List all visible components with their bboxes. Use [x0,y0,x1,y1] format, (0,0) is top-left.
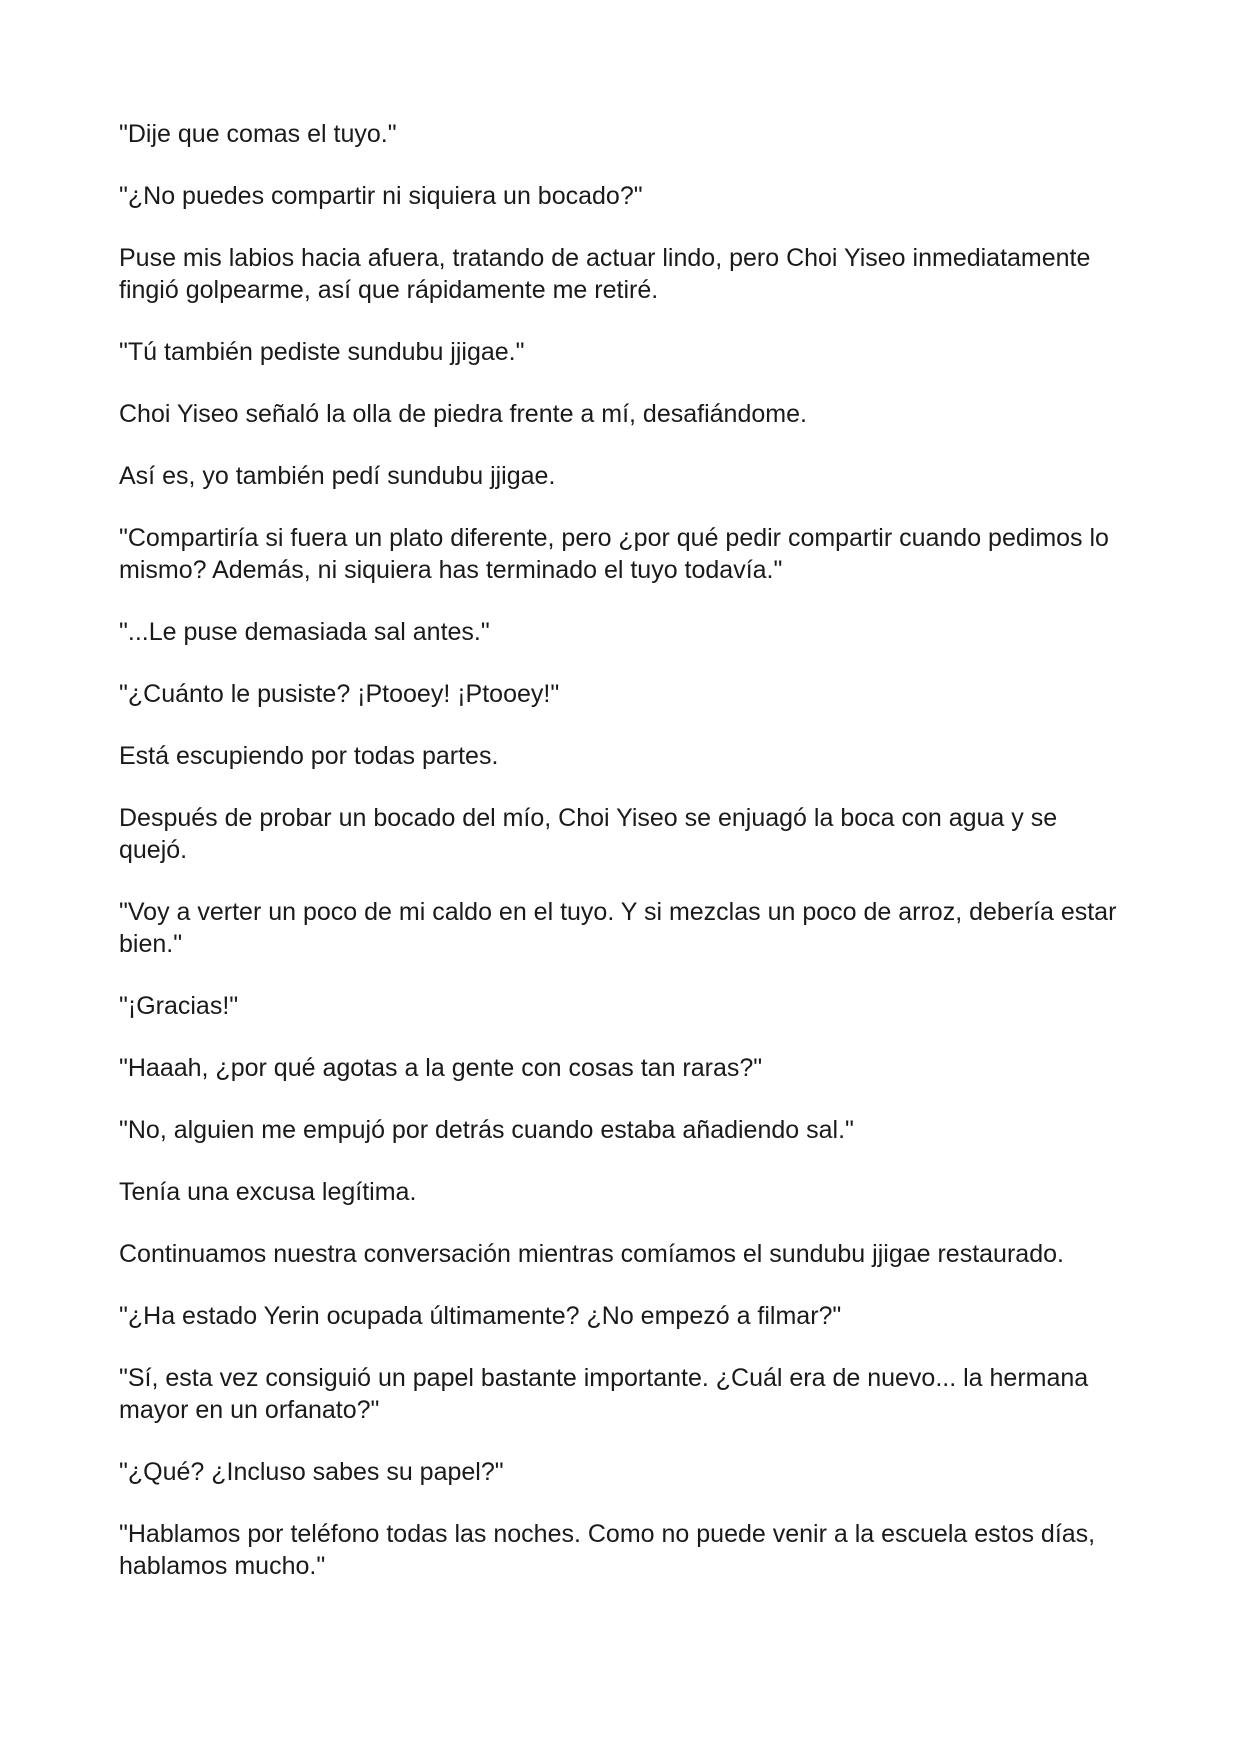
paragraph: Continuamos nuestra conversación mientras comíamos el sundubu jjigae restaurado. [119,1240,1064,1268]
paragraph: "Voy a verter un poco de mi caldo en el tuyo. Y si mezclas un poco de arroz, debería estar bien." [119,898,1117,958]
paragraph: "Hablamos por teléfono todas las noches. Como no puede venir a la escuela estos días, hablamos mucho." [119,1520,1096,1580]
paragraph: Así es, yo también pedí sundubu jjigae. [119,462,556,490]
paragraph: "Compartiría si fuera un plato diferente, pero ¿por qué pedir compartir cuando pedimos lo mismo? Además, ni siquiera has terminado el tuyo todavía." [119,524,1109,584]
paragraph: Está escupiendo por todas partes. [119,742,499,770]
paragraph: "Haaah, ¿por qué agotas a la gente con cosas tan raras?" [119,1054,763,1082]
paragraph: "¡Gracias!" [119,992,239,1020]
paragraph: "...Le puse demasiada sal antes." [119,618,490,646]
paragraph: Después de probar un bocado del mío, Choi Yiseo se enjuagó la boca con agua y se quejó. [119,804,1058,864]
paragraph: "Tú también pediste sundubu jjigae." [119,338,525,366]
paragraph: "No, alguien me empujó por detrás cuando estaba añadiendo sal." [119,1116,854,1144]
paragraph: "¿Qué? ¿Incluso sabes su papel?" [119,1458,504,1486]
paragraph: "Sí, esta vez consiguió un papel bastante importante. ¿Cuál era de nuevo... la hermana mayor en un orfanato?" [119,1364,1089,1424]
paragraph: Tenía una excusa legítima. [119,1178,417,1206]
paragraph: "Dije que comas el tuyo." [119,120,397,148]
paragraph: "¿Ha estado Yerin ocupada últimamente? ¿No empezó a filmar?" [119,1302,842,1330]
paragraph: Choi Yiseo señaló la olla de piedra frente a mí, desafiándome. [119,400,807,428]
document-body [119,118,1129,1612]
paragraph: Puse mis labios hacia afuera, tratando de actuar lindo, pero Choi Yiseo inmediatamente fingió golpearme, así que rápidamente me retiré. [119,244,1091,304]
paragraph: "¿No puedes compartir ni siquiera un bocado?" [119,182,643,210]
paragraph: "¿Cuánto le pusiste? ¡Ptooey! ¡Ptooey!" [119,680,560,708]
